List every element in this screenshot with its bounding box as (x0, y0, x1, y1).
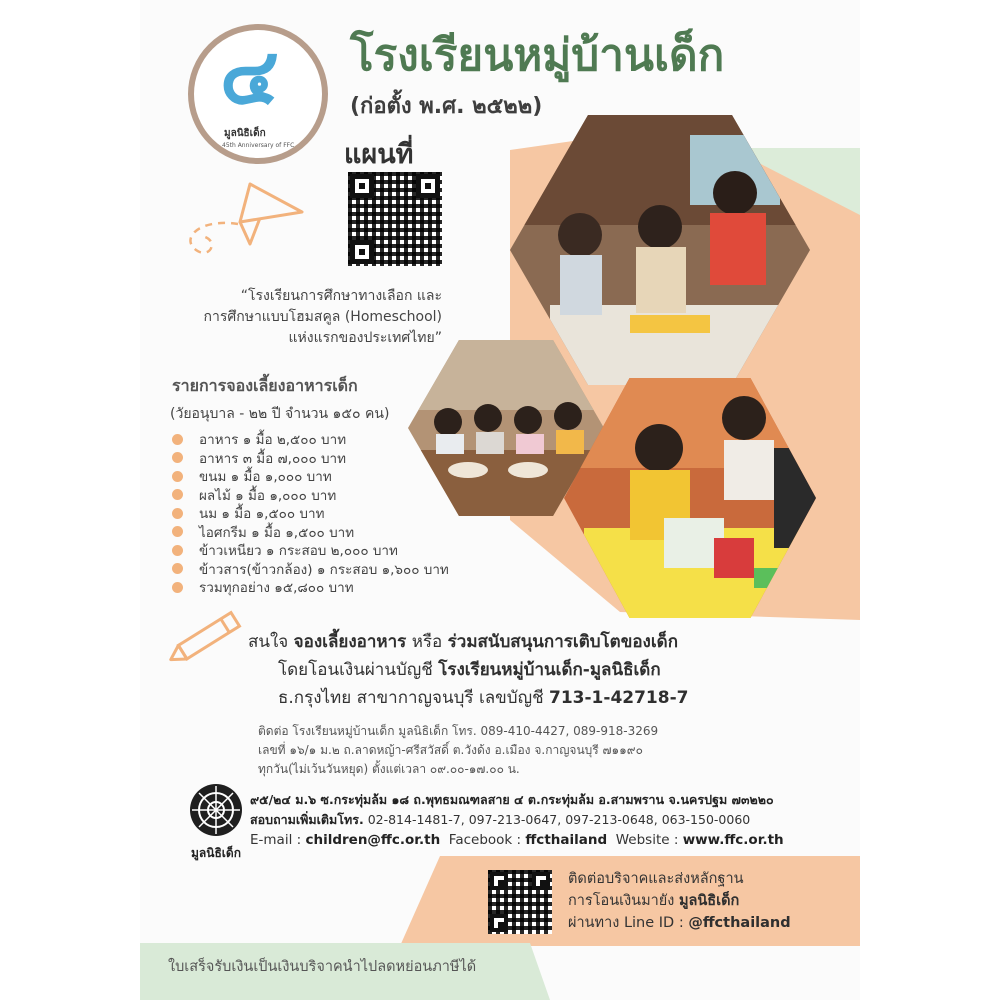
hq-phones: สอบถามเพิ่มเติมโทร. 02-814-1481-7, 097-213-0647, 097-213-0648, 063-150-0060 (250, 812, 751, 827)
foundation-logo (188, 24, 328, 164)
list-item: ขนม ๑ มื้อ ๑,๐๐๐ บาท (172, 467, 449, 486)
paper-plane-icon (180, 178, 310, 268)
founded-subtitle: (ก่อตั้ง พ.ศ. ๒๕๒๒) (350, 94, 543, 119)
logo-name: มูลนิธิเด็ก (224, 128, 266, 139)
list-item: ข้าวเหนียว ๑ กระสอบ ๒,๐๐๐ บาท (172, 541, 449, 560)
logo-mark-icon: ๔ (220, 32, 280, 122)
map-qr-code[interactable] (348, 172, 442, 266)
contact-line-1: ติดต่อ โรงเรียนหมู่บ้านเด็ก มูลนิธิเด็ก โทร. 089-410-4427, 089-918-3269 (258, 724, 659, 738)
foundation-hq-info (250, 790, 850, 850)
bank-account-number: 713-1-42718-7 (549, 688, 689, 708)
donation-call-to-action (248, 628, 848, 712)
list-item: อาหาร ๑ มื้อ ๒,๕๐๐ บาท (172, 430, 449, 449)
school-contact (258, 722, 858, 779)
contact-line-2: เลขที่ ๑๖/๑ ม.๒ ถ.ลาดหญ้า-ศรีสวัสดิ์ ต.วังด้ง อ.เมือง จ.กาญจนบุรี ๗๑๑๙๐ (258, 743, 643, 757)
pencil-icon (162, 600, 262, 670)
list-item: นม ๑ มื้อ ๑,๕๐๐ บาท (172, 504, 449, 523)
quote-line-2: การศึกษาแบบโฮมสคูล (Homeschool) (203, 309, 442, 325)
contact-line-3: ทุกวัน(ไม่เว้นวันหยุด) ตั้งแต่เวลา ๐๙.๐๐-๑๗.๐๐ น. (258, 762, 520, 776)
quote-line-1: “โรงเรียนการศึกษาทางเลือก และ (240, 288, 442, 304)
website-link[interactable]: www.ffc.or.th (682, 832, 784, 848)
line-contact-text (568, 868, 791, 934)
hq-online: E-mail : children@ffc.or.th Facebook : ffcthailand Website : www.ffc.or.th (250, 832, 784, 848)
line-id[interactable]: @ffcthailand (688, 915, 791, 931)
list-item: รวมทุกอย่าง ๑๕,๘๐๐ บาท (172, 578, 449, 597)
list-item: ข้าวสาร(ข้าวกล้อง) ๑ กระสอบ ๑,๖๐๐ บาท (172, 560, 449, 579)
bullet-icon (172, 471, 183, 482)
list-item: ผลไม้ ๑ มื้อ ๑,๐๐๐ บาท (172, 486, 449, 505)
bullet-icon (172, 434, 183, 445)
list-item: อาหาร ๓ มื้อ ๗,๐๐๐ บาท (172, 449, 449, 468)
bullet-icon (172, 508, 183, 519)
list-item: ไอศกรีม ๑ มื้อ ๑,๕๐๐ บาท (172, 523, 449, 542)
meal-booking-title: รายการจองเลี้ยงอาหารเด็ก (172, 376, 358, 395)
homeschool-quote (150, 286, 442, 349)
page-title: โรงเรียนหมู่บ้านเด็ก (350, 30, 725, 81)
map-label: แผนที่ (344, 139, 414, 170)
quote-line-3: แห่งแรกของประเทศไทย” (288, 330, 442, 346)
cta-line-2: โดยโอนเงินผ่านบัญชี โรงเรียนหมู่บ้านเด็ก-มูลนิธิเด็ก (278, 660, 661, 680)
line-text-2: การโอนเงินมายัง มูลนิธิเด็ก (568, 893, 740, 909)
facebook-link[interactable]: ffcthailand (525, 832, 608, 848)
cta-line-3: ธ.กรุงไทย สาขากาญจนบุรี เลขบัญชี 713-1-42718-7 (278, 688, 689, 708)
tax-deduction-note: ใบเสร็จรับเงินเป็นเงินบริจาคนำไปลดหย่อนภาษีได้ (168, 959, 477, 975)
bullet-icon (172, 545, 183, 556)
line-text-1: ติดต่อบริจาคและส่งหลักฐาน (568, 871, 744, 887)
ffc-mandala-logo (184, 780, 248, 860)
bullet-icon (172, 526, 183, 537)
bullet-icon (172, 563, 183, 574)
bullet-icon (172, 452, 183, 463)
bullet-icon (172, 489, 183, 500)
line-qr-code[interactable] (488, 870, 552, 934)
poster (140, 0, 860, 1000)
line-text-3: ผ่านทาง Line ID : @ffcthailand (568, 915, 791, 931)
email-link[interactable]: children@ffc.or.th (305, 832, 441, 848)
meal-booking-list (172, 430, 449, 597)
hq-logo-name: มูลนิธิเด็ก (191, 846, 241, 860)
hq-address: ๙๕/๒๔ ม.๖ ซ.กระทุ่มล้ม ๑๘ ถ.พุทธมณฑลสาย ๔ ต.กระทุ่มล้ม อ.สามพราน จ.นครปฐม ๗๓๒๒๐ (250, 792, 774, 807)
bullet-icon (172, 582, 183, 593)
mandala-icon (184, 780, 248, 840)
logo-anniversary: 45th Anniversary of FFC (222, 142, 295, 149)
meal-booking-subtitle: (วัยอนุบาล - ๒๒ ปี จำนวน ๑๕๐ คน) (170, 406, 390, 422)
cta-line-1: สนใจ จองเลี้ยงอาหาร หรือ ร่วมสนับสนุนการเติบโตของเด็ก (248, 632, 678, 652)
